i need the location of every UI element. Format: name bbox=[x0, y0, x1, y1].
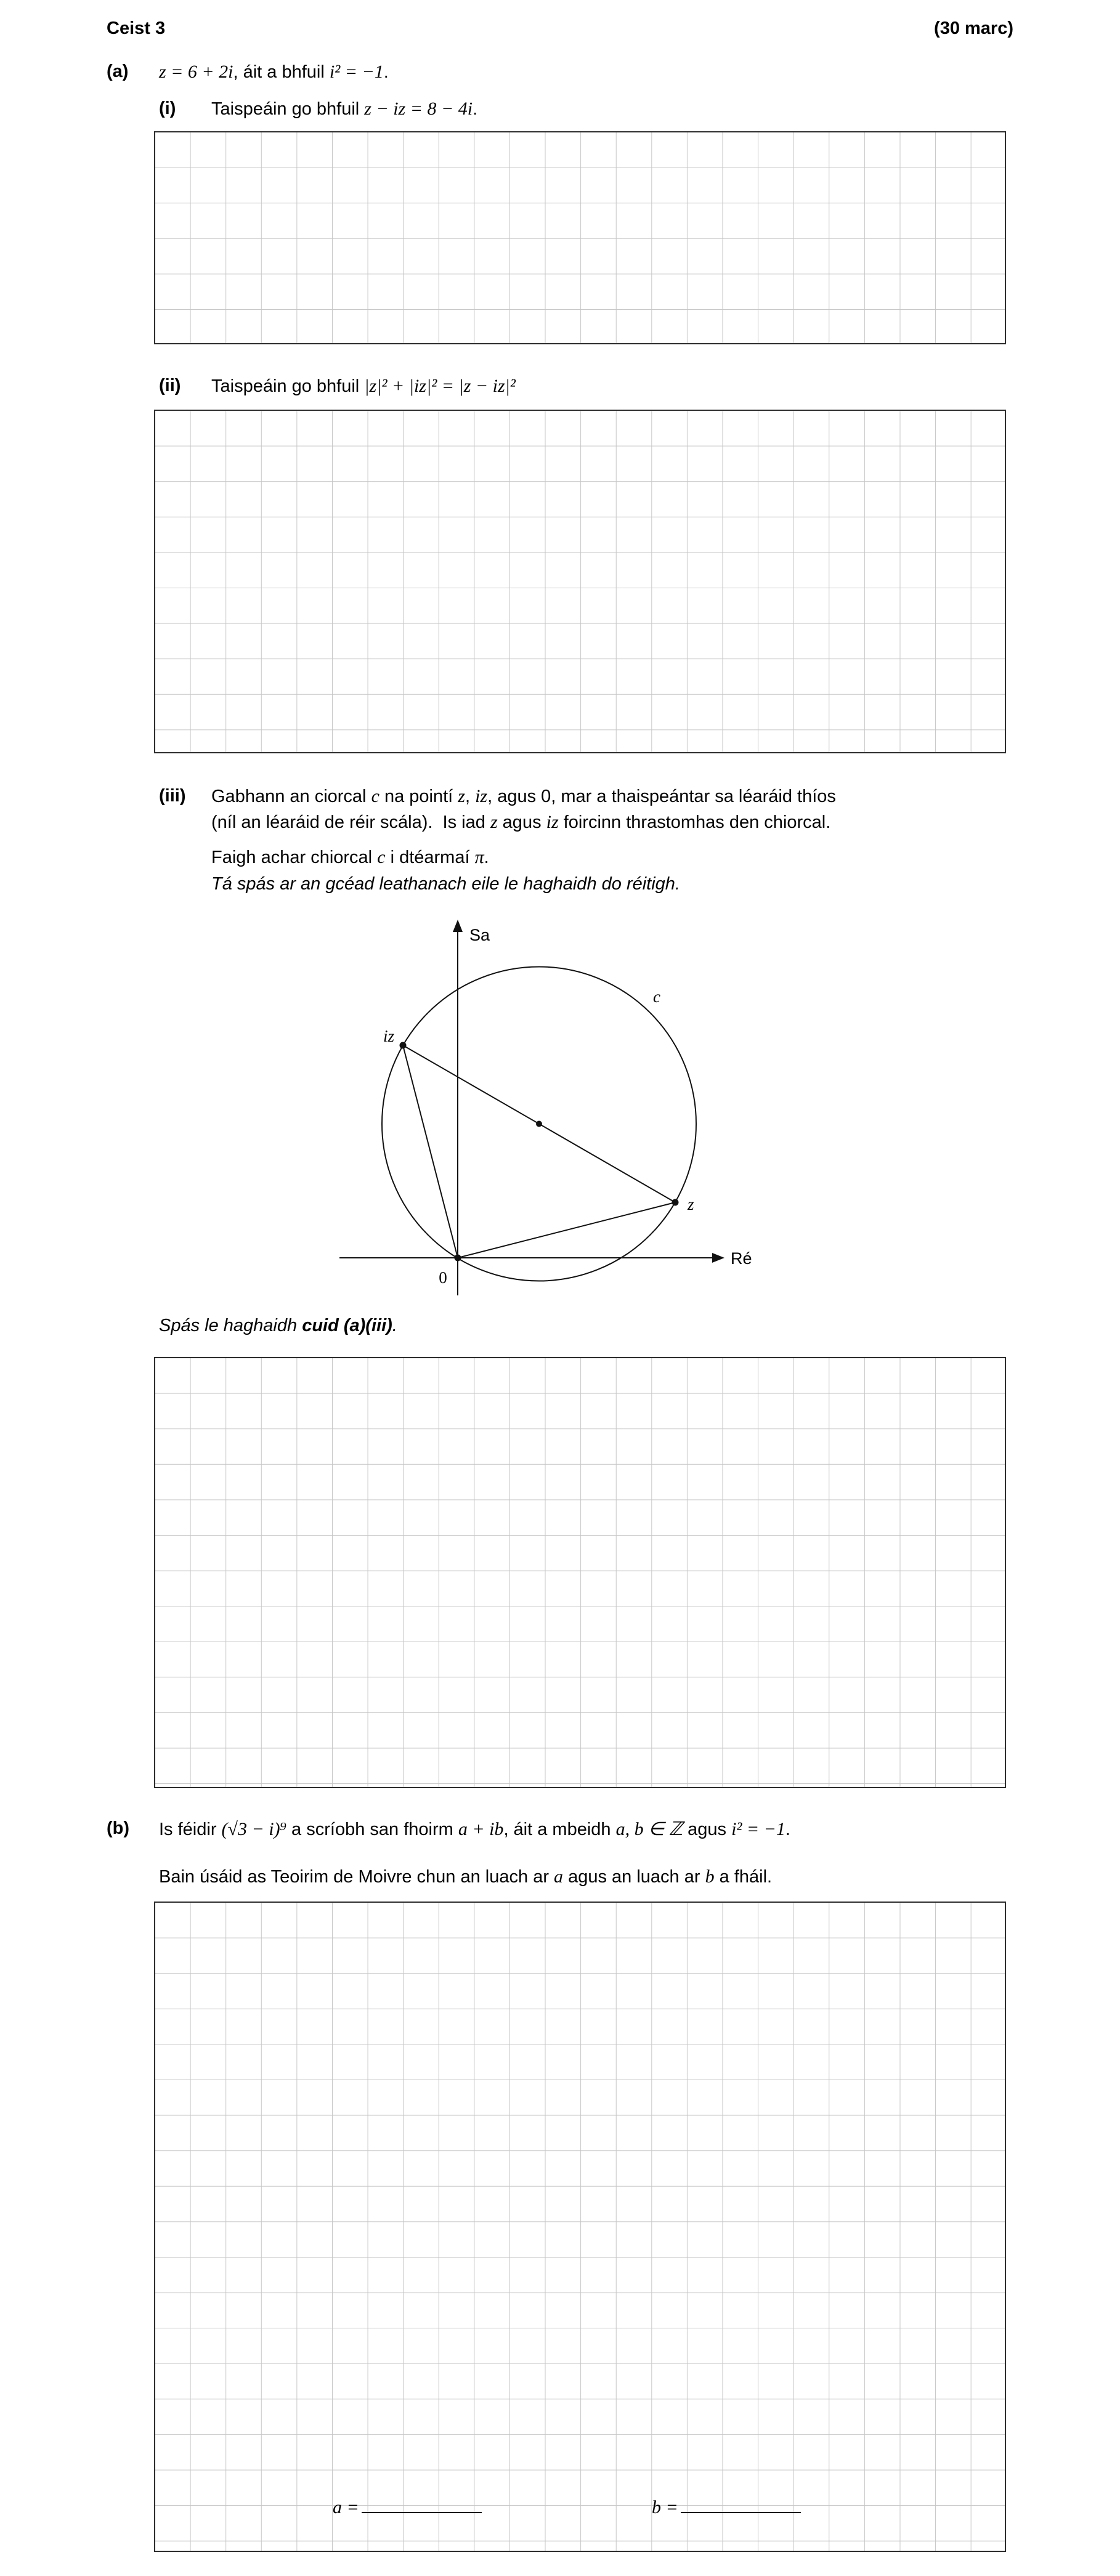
answer-grid-a-i bbox=[154, 131, 1006, 344]
question-number: Ceist 3 bbox=[107, 18, 166, 38]
math-sqrt3-minus-i-pow9: (√3 − i)⁹ bbox=[221, 1819, 286, 1839]
circle-diagram bbox=[308, 915, 764, 1303]
answer-b-label: b = bbox=[652, 2497, 678, 2517]
imag-axis-label: Sa bbox=[469, 926, 490, 944]
space-for-a-iii-note: Spás le haghaidh cuid (a)(iii). bbox=[159, 1316, 397, 1335]
part-a-iii-label: (iii) bbox=[159, 786, 186, 806]
point-z-label: z bbox=[688, 1195, 694, 1213]
part-a-iii-line1: Gabhann an ciorcal c na pointí z, iz, agus 0, mar a thaispeántar sa léaráid thíos bbox=[211, 786, 836, 806]
answer-a-blank bbox=[362, 2492, 482, 2513]
origin-label: 0 bbox=[439, 1268, 447, 1287]
part-a-iii-find: Faigh achar chiorcal c i dtéarmaí π. bbox=[211, 847, 489, 867]
part-a-iii-line2: (níl an léaráid de réir scála). Is iad z agus iz foircinn thrastomhas den chiorcal. bbox=[211, 812, 831, 832]
math-z-minus-iz: z − iz = 8 − 4i bbox=[364, 99, 473, 119]
part-a-i-label: (i) bbox=[159, 99, 176, 118]
answer-b-blank bbox=[681, 2492, 801, 2513]
answer-b-line bbox=[652, 2492, 801, 2518]
answer-a-label: a = bbox=[333, 2497, 359, 2517]
math-i-squared: i² = −1 bbox=[329, 62, 384, 82]
answer-grid-a-iii bbox=[154, 1357, 1006, 1788]
part-b-line1: Is féidir (√3 − i)⁹ a scríobh san fhoirm a + ib, áit a mbeidh a, b ∈ ℤ agus i² = −1. bbox=[159, 1819, 790, 1839]
part-a-intro: z = 6 + 2i, áit a bhfuil i² = −1. bbox=[159, 62, 389, 82]
imaginary-axis-arrow-icon bbox=[453, 920, 463, 932]
part-a-ii-label: (ii) bbox=[159, 376, 181, 395]
math-modulus-identity: |z|² + |iz|² = |z − iz|² bbox=[364, 376, 516, 396]
chord-origin-z bbox=[458, 1202, 675, 1258]
real-axis-label: Ré bbox=[731, 1249, 752, 1268]
real-axis-arrow-icon bbox=[712, 1253, 724, 1263]
chord-origin-iz bbox=[403, 1045, 458, 1258]
part-a-label: (a) bbox=[107, 62, 129, 81]
answer-a-line bbox=[333, 2492, 482, 2518]
answer-grid-b bbox=[154, 1902, 1006, 2552]
part-b-line2: Bain úsáid as Teoirim de Moivre chun an luach ar a agus an luach ar b a fháil. bbox=[159, 1866, 773, 1887]
point-iz-label: iz bbox=[383, 1027, 395, 1045]
math-z-definition: z = 6 + 2i bbox=[159, 62, 233, 82]
point-origin bbox=[455, 1255, 461, 1262]
part-a-iii-note: Tá spás ar an gcéad leathanach eile le haghaidh do réitigh. bbox=[211, 874, 680, 894]
part-b-label: (b) bbox=[107, 1818, 130, 1838]
point-z bbox=[672, 1199, 679, 1206]
part-a-ii-text: Taispeáin go bhfuil |z|² + |iz|² = |z − iz|² bbox=[211, 376, 516, 396]
point-centre bbox=[536, 1121, 542, 1127]
circle-c-label: c bbox=[653, 987, 660, 1006]
part-a-i-text: Taispeáin go bhfuil z − iz = 8 − 4i. bbox=[211, 99, 478, 119]
answer-grid-a-ii bbox=[154, 410, 1006, 753]
point-iz bbox=[400, 1042, 407, 1049]
marks-label: (30 marc) bbox=[934, 18, 1013, 38]
